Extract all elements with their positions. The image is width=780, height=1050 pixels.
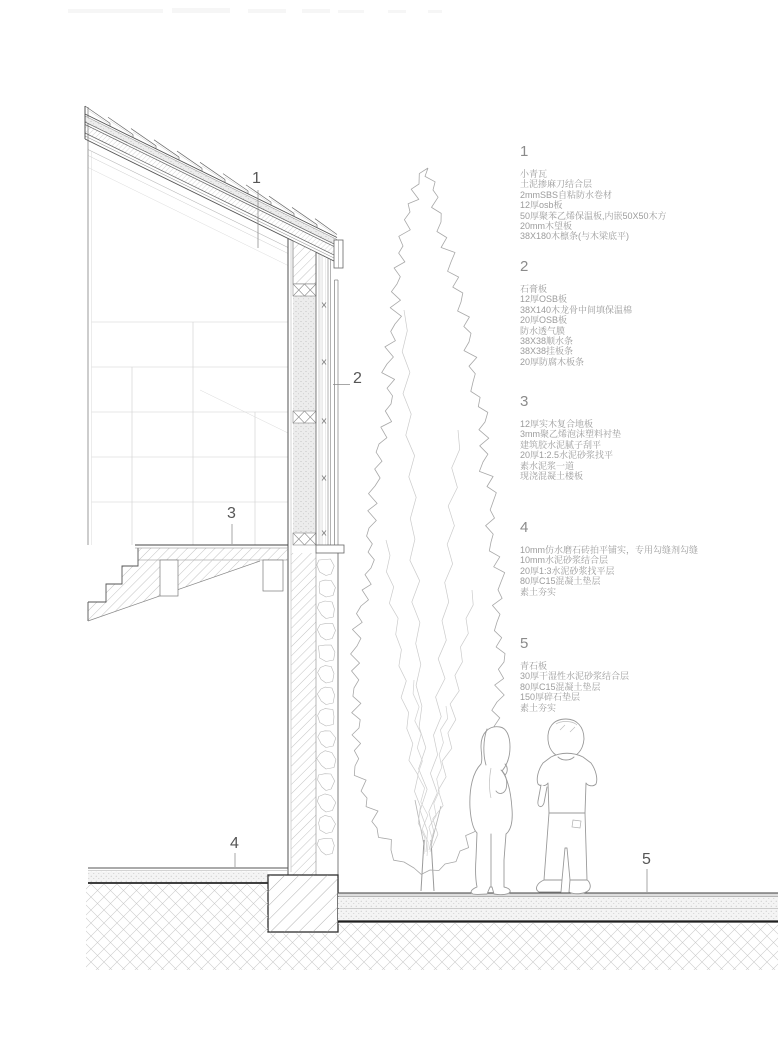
callout-number: 5: [520, 635, 529, 652]
callout-item: 38X38顺水条: [520, 336, 574, 347]
leader-label-3: 3: [227, 505, 236, 522]
children-figures: [470, 719, 597, 895]
callout-item: 20mm木望板: [520, 221, 573, 232]
scan-artifacts: [68, 8, 442, 13]
callout-number: 1: [520, 143, 529, 160]
callout-item: 12厚OSB板: [520, 294, 568, 305]
callout-item: 20厚1:2.5水泥砂浆找平: [520, 450, 614, 461]
callout-item: 80厚C15混凝土垫层: [520, 576, 601, 587]
callout-item: 土泥掺麻刀结合层: [520, 179, 593, 190]
callout-number: 2: [520, 258, 529, 275]
leader-label-2: 2: [353, 370, 362, 387]
callout-item: 80厚C15混凝土垫层: [520, 681, 601, 692]
callout-item: 素土夯实: [520, 702, 557, 713]
callout-item: 3mm聚乙烯泡沫塑料衬垫: [520, 429, 622, 440]
callout-item: 20厚防腐木板条: [520, 356, 585, 367]
leader-label-5: 5: [642, 851, 651, 868]
callout-item: 青石板: [520, 661, 548, 671]
callout-item: 38X140木龙骨中间填保温棉: [520, 304, 633, 315]
callout-item: 20厚1:3水泥砂浆找平层: [520, 565, 615, 576]
callout-item: 20厚OSB板: [520, 315, 568, 326]
callout-item: 30厚干湿性水泥砂浆结合层: [520, 671, 630, 682]
callout-number: 4: [520, 519, 529, 536]
base-wall-and-footing: [268, 545, 344, 932]
callout-item: 2mmSBS自粘防水卷材: [520, 189, 613, 200]
callout-item: 小青瓦: [520, 169, 548, 179]
callout-item: 12厚osb板: [520, 200, 563, 211]
callout-item: 150厚碎石垫层: [520, 692, 581, 703]
leader-label-1: 1: [252, 170, 261, 187]
stair-and-floor-slab: [88, 548, 288, 621]
callout-item: 石膏板: [520, 284, 548, 294]
callout-item: 10mm仿水磨石砖拍平铺实，专用勾缝剂勾缝: [520, 545, 699, 555]
callout-item: 12厚实木复合地板: [520, 419, 594, 429]
roof-assembly: [85, 106, 343, 268]
callout-item: 10mm水泥砂浆结合层: [520, 555, 609, 566]
callout-item: 50厚聚苯乙烯保温板,内嵌50X50木方: [520, 210, 667, 221]
callout-item: 38X180木檩条(与木梁底平): [520, 231, 630, 242]
compacted-soil-hatch: [86, 884, 778, 970]
exterior-paving-layers: [338, 893, 778, 922]
callout-item: 现浇混凝土楼板: [520, 471, 584, 482]
callout-item: 建筑胶水泥腻子刮平: [520, 439, 602, 450]
callout-item: 防水透气膜: [520, 325, 566, 336]
callout-item: 素水泥浆一道: [520, 460, 575, 471]
callout-item: 素土夯实: [520, 586, 557, 597]
leader-label-4: 4: [230, 835, 239, 852]
callout-item: 38X38挂板条: [520, 346, 574, 357]
callout-number: 3: [520, 393, 529, 410]
